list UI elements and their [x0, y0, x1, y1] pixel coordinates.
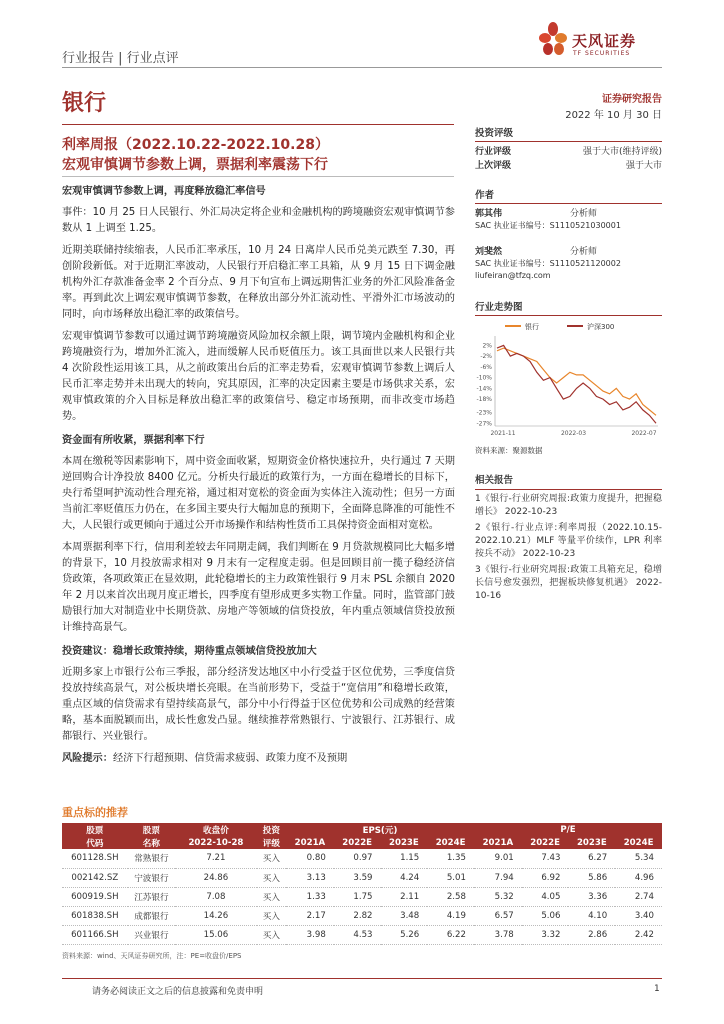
table-row [62, 849, 662, 868]
legend-label: 银行 [525, 323, 539, 331]
table-cell: 24.86 [175, 868, 257, 887]
industry-rating: 强于大市(维持评级) [582, 147, 662, 157]
table-cell: 6.27 [568, 849, 615, 868]
trend-heading: 行业走势图 [475, 299, 662, 316]
table-cell: 2.42 [615, 925, 662, 944]
table-cell: 3.32 [522, 925, 569, 944]
table-cell: 7.94 [474, 868, 522, 887]
table-cell: 2.11 [381, 887, 428, 906]
y-tick-label: 2% [482, 342, 492, 350]
table-cell: 0.97 [334, 849, 381, 868]
related-report-2[interactable]: 2《银行-行业点评:利率周报（2022.10.15-2022.10.21）MLF 等量平价续作，LPR 利率按兵不动》 2022-10-23 [475, 523, 662, 559]
rating-box: 投资评级 行业评级 强于大市(维持评级) 上次评级 强于大市 [475, 125, 662, 173]
title-underline [62, 176, 454, 177]
table-cell: 宁波银行 [128, 868, 176, 887]
report-body [62, 184, 455, 767]
y-tick-label: -23% [476, 409, 492, 417]
y-tick-label: -10% [476, 374, 492, 382]
table-cell: 600919.SH [62, 887, 128, 906]
logo-subtext: TF SECURITIES [573, 50, 631, 57]
table-cell: 1.33 [286, 887, 334, 906]
table-cell: 5.34 [615, 849, 662, 868]
authors-box [475, 187, 662, 282]
report-date: 2022 年 10 月 30 日 [565, 110, 662, 121]
paragraph: 本周票据利率下行，信用利差较去年同期走阔，我们判断在 9 月贷款规模同比大幅多增的背景下，10 月投放需求相对 9 月末有一定程度走弱。但是回顾目前一揽子稳经济信贷政策，各项政策正在显效期，此轮稳增长的主力政策性银行 9 月末 PSL 余额自 2020 年 2 月以来首次出现月度正增长，四季度有望形成更多实物工作量。同时，监管部门鼓励银行加大对制造业中长期贷款、房地产等领域的信贷投放，年内重点领域信贷投放预计维持高景气。 [62, 542, 455, 633]
paragraph: 近期美联储持续缩表，人民币汇率承压，10 月 24 日离岸人民币兑美元跌至 7.30，再创阶段新低。对于近期汇率波动，人民银行开启稳汇率工具箱，从 9 月 15 日下调金融机构外汇存款准备金率 2 个百分点、9 月下旬宣布上调远期售汇业务的外汇风险准备金率。再到此次上调宏观审慎调节参数，在释放出部分外汇流动性、平滑外汇市场波动的同时，向市场释放出稳汇率的政策信号。 [62, 245, 455, 320]
table-cell: 3.13 [286, 868, 334, 887]
table-cell: 2.74 [615, 887, 662, 906]
y-tick-label: -6% [480, 363, 492, 371]
header-divider [62, 67, 662, 68]
table-cell: 1.75 [334, 887, 381, 906]
table-cell: 5.26 [381, 925, 428, 944]
related-heading: 相关报告 [475, 474, 662, 490]
table-cell: 买入 [257, 868, 286, 887]
table-cell: 601128.SH [62, 849, 128, 868]
table-row [62, 887, 662, 906]
rating-heading: 投资评级 [475, 125, 662, 142]
table-cell: 7.08 [175, 887, 257, 906]
table-cell: 2.17 [286, 906, 334, 925]
related-report-1[interactable]: 1《银行-行业研究周报:政策力度提升，把握稳增长》 2022-10-23 [475, 494, 662, 517]
author-entry: 刘斐然 分析师 SAC 执业证书编号：S1110521120002 liufeiran@tfzq.com [475, 246, 662, 282]
table-cell: 2.82 [334, 906, 381, 925]
table-cell: 常熟银行 [128, 849, 176, 868]
sector-title: 银行 [62, 91, 107, 116]
page-number: 1 [654, 984, 660, 994]
title-divider [62, 124, 454, 125]
table-cell: 5.32 [474, 887, 522, 906]
table-cell: 9.01 [474, 849, 522, 868]
report-title-line2: 宏观审慎调节参数上调，票据利率震荡下行 [62, 157, 328, 173]
disclaimer: 请务必阅读正文之后的信息披露和免责申明 [92, 987, 264, 997]
paragraph: 宏观审慎调节参数可以通过调节跨境融资风险加权余额上限，调节境内金融机构和企业跨境融资行为，增加外汇流入，进而缓解人民币贬值压力。该工具面世以来人民银行共 4 次阶段性运用该工具，从之前政策出台后的汇率走势看，宏观审慎调节参数上调后人民币汇率走势并未出现大的转向，究其原因，汇率的决定因素主要是市场供求关系，宏观审慎政策的介入目标是释放出稳汇率的政策信号、稳定市场预期，而非改变市场趋势。 [62, 331, 455, 422]
logo-text: 天风证券 [572, 32, 637, 50]
paragraph: 本周在缴税等因素影响下，周中资金面收紧，短期资金价格快速拉升，央行通过 7 天期逆回购合计净投放 8400 亿元。分析央行最近的政策行为，一方面在稳增长的目标下，央行希望呵护流动性合理充裕，通过相对宽松的资金面为实体注入流动性；但另一方面当前汇率贬值压力仍在，在多国主要央行大幅加息的预期下，全面降息降准的可能性不大，人民银行或更倾向于通过公开市场操作和结构性货币工具保持资金面相对宽松。 [62, 456, 455, 531]
author-entry: 郭其伟 分析师 SAC 执业证书编号：S1110521030001 [475, 209, 621, 230]
trend-box [475, 299, 662, 456]
x-tick-label: 2021-11 [490, 430, 516, 437]
previous-rating: 强于大市 [625, 161, 662, 171]
x-tick-label: 2022-07 [631, 430, 657, 437]
logo-flower-icon [538, 22, 568, 58]
table-cell: 15.06 [175, 925, 257, 944]
section-heading: 宏观审慎调节参数上调，再度释放稳汇率信号 [62, 186, 266, 197]
table-cell: 4.53 [334, 925, 381, 944]
table-cell: 6.57 [474, 906, 522, 925]
table-cell: 2.86 [568, 925, 615, 944]
report-type: 行业报告 | 行业点评 [62, 51, 179, 66]
section-heading: 资金面有所收紧，票据利率下行 [62, 435, 205, 446]
series-line-csi300 [497, 345, 656, 423]
table-cell: 1.35 [427, 849, 474, 868]
table-cell: 兴业银行 [128, 925, 176, 944]
table-cell: 4.24 [381, 868, 428, 887]
x-tick-label: 2022-03 [560, 430, 587, 437]
table-cell: 601166.SH [62, 925, 128, 944]
table-cell: 5.06 [522, 906, 569, 925]
table-cell: 3.59 [334, 868, 381, 887]
table-row [62, 925, 662, 944]
table-cell: 5.86 [568, 868, 615, 887]
y-tick-label: -2% [480, 353, 492, 361]
related-report-3[interactable]: 3《银行-行业研究周报:政策工具箱充足，稳增长信号愈发强烈，把握板块修复机遇》 2022-10-16 [475, 565, 662, 601]
paragraph: 事件：10 月 25 日人民银行、外汇局决定将企业和金融机构的跨境融资宏观审慎调节参数从 1 上调至 1.25。 [62, 207, 455, 234]
chart-source: 资料来源：聚源数据 [475, 446, 543, 455]
table-cell: 601838.SH [62, 906, 128, 925]
author-email[interactable]: liufeiran@tfzq.com [475, 271, 551, 280]
table-cell: 6.22 [427, 925, 474, 944]
table-cell: 4.96 [615, 868, 662, 887]
table-cell: 成都银行 [128, 906, 176, 925]
table-cell: 买入 [257, 849, 286, 868]
table-cell: 买入 [257, 925, 286, 944]
authors-heading: 作者 [475, 187, 662, 204]
table-cell: 002142.SZ [62, 868, 128, 887]
table-cell: 1.15 [381, 849, 428, 868]
table-cell: 3.40 [615, 906, 662, 925]
footer-divider [62, 978, 662, 979]
company-logo [538, 22, 668, 66]
table-row [62, 906, 662, 925]
table-cell: 5.01 [427, 868, 474, 887]
table-cell: 3.36 [568, 887, 615, 906]
table-cell: 6.92 [522, 868, 569, 887]
recommend-table: 股票 股票 收盘价 投资 EPS(元) P/E 代码 名称 2022-10-28 评级 2021A 2022E 2023E 2024E 2021A 2022E 2023E 2024E 601128.SH 常熟银行 7.21 买入 0.80 0.97 1.15 1.35 9.01 7.43 6.27 5.34 002142.SZ 宁波银行 24.86 买入 3.13 3.59 4.24 5.01 7.94 6.92 5.86 4.96 600919.SH 江苏银行 7.08 买入 1.33 1.75 2.11 2.58 5.32 4.05 3.36 2.74 601838.SH 成都银行 14.26 买入 2.17 2.82 3.48 4.19 6.57 5.06 4.10 3.40 601166.SH 兴业银行 15.06 买入 3.98 4.53 5.26 6.22 3.78 3.32 2.86 2.42 [62, 823, 662, 945]
risk-warning: 风险提示：经济下行超预期、信贷需求疲弱、政策力度不及预期 [62, 753, 348, 764]
y-tick-label: -18% [476, 396, 492, 404]
table-cell: 3.98 [286, 925, 334, 944]
table-cell: 4.19 [427, 906, 474, 925]
table-cell: 0.80 [286, 849, 334, 868]
trend-chart [475, 318, 662, 443]
related-reports [475, 474, 662, 603]
table-source: 资料来源：wind、天风证券研究所，注：PE=收盘价/EPS [62, 952, 242, 960]
table-cell: 3.48 [381, 906, 428, 925]
table-cell: 4.10 [568, 906, 615, 925]
table-row [62, 868, 662, 887]
report-label: 证券研究报告 [602, 94, 662, 105]
report-title-line1: 利率周报（2022.10.22-2022.10.28） [62, 137, 329, 153]
table-cell: 4.05 [522, 887, 569, 906]
paragraph: 近期多家上市银行公布三季报，部分经济发达地区中小行受益于区位优势，三季度信贷投放持续高景气，对公板块增长亮眼。在当前形势下，受益于“宽信用”和稳增长政策，重点区域的信贷需求有望持续高景气，部分中小行得益于区位优势和公司成熟的经营策略，基本面脱颖而出，成长性愈发凸显。继续推荐常熟银行、宁波银行、江苏银行、成都银行、兴业银行。 [62, 667, 455, 742]
table-cell: 江苏银行 [128, 887, 176, 906]
table-cell: 7.43 [522, 849, 569, 868]
legend-label: 沪深300 [587, 323, 615, 331]
section-heading: 投资建议：稳增长政策持续，期待重点领域信贷投放加大 [62, 646, 317, 657]
table-cell: 买入 [257, 887, 286, 906]
table-cell: 7.21 [175, 849, 257, 868]
table-cell: 2.58 [427, 887, 474, 906]
y-tick-label: -14% [476, 385, 492, 393]
table-cell: 14.26 [175, 906, 257, 925]
table-cell: 买入 [257, 906, 286, 925]
table-title: 重点标的推荐 [62, 806, 128, 819]
table-cell: 3.78 [474, 925, 522, 944]
y-tick-label: -27% [476, 420, 492, 428]
